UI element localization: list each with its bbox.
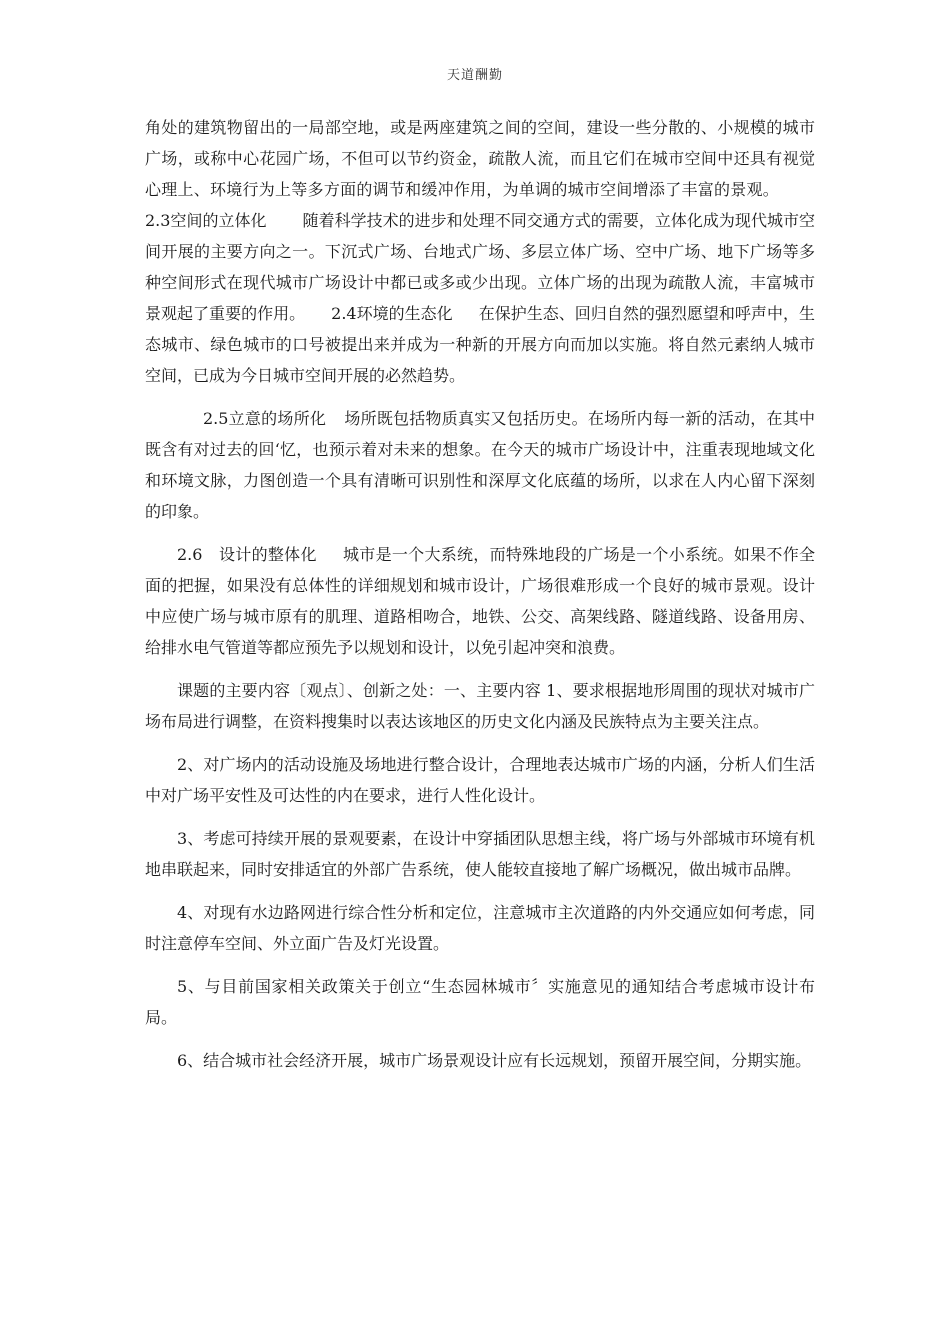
section-heading-2-4: 2.4环境的生态化 [331,304,453,323]
paragraph-text: 角处的建筑物留出的一局部空地，或是两座建筑之间的空间，建设一些分散的、小规模的城市广场，或称中心花园广场，不但可以节约资金，疏散人流，而且它们在城市空间中还具有视觉心理上、环境行为上等多方面的调节和缓冲作用，为单调的城市空间增添了丰富的景观。 [145,118,815,199]
paragraph-text: 随着科学技术的进步和处理不同交通方式的需要，立体化成为现代城市空间开展的主要方向之一。下沉式广场、台地式广场、多层立体广场、空中广场、地下广场等多种空间形式在现代城市广场设计中都已或多或少出现。立体广场的出现为疏散人流，丰富城市景观起了重要的作用。 [145,211,815,323]
paragraph-2-5 [145,403,815,527]
section-heading-2-3: 2.3空间的立体化 [145,211,267,230]
paragraph-item-4: 4、对现有水边路网进行综合性分析和定位，注意城市主次道路的内外交通应如何考虑，同时注意停车空间、外立面广告及灯光设置。 [145,903,815,953]
paragraph-item-5: 5、与目前国家相关政策关于创立“生态园林城市〞实施意见的通知结合考虑城市设计布局。 [145,977,815,1027]
paragraph-space-section [145,112,815,391]
paragraph-item-3: 3、考虑可持续开展的景观要素，在设计中穿插团队思想主线，将广场与外部城市环境有机地串联起来，同时安排适宜的外部广告系统，使人能较直接地了解广场概况，做出城市品牌。 [145,829,815,879]
section-heading-2-6: 2.6 设计的整体化 [177,545,317,564]
paragraph-main-content: 课题的主要内容〔观点〕、创新之处：一、主要内容 1、要求根据地形周围的现状对城市广场布局进行调整，在资料搜集时以表达该地区的历史文化内涵及民族特点为主要关注点。 [145,681,815,731]
paragraph-text: 场所既包括物质真实又包括历史。在场所内每一新的活动，在其中既含有对过去的回‘忆，也预示着对未来的想象。在今天的城市广场设计中，注重表现地域文化和环境文脉，力图创造一个具有清晰可识别性和深厚文化底蕴的场所，以求在人内心留下深刻的印象。 [145,409,815,521]
page-header: 天道酬勤 [446,68,503,83]
section-heading-2-5: 2.5立意的场所化 [203,409,327,428]
paragraph-item-2: 2、对广场内的活动设施及场地进行整合设计，合理地表达城市广场的内涵，分析人们生活中对广场平安性及可达性的内在要求，进行人性化设计。 [145,755,815,805]
paragraph-text: 在保护生态、回归自然的强烈愿望和呼声中，生态城市、绿色城市的口号被提出来并成为一种新的开展方向而加以实施。将自然元素纳人城市空间，已成为今日城市空间开展的必然趋势。 [145,304,815,385]
document-body [145,112,815,1076]
paragraph-2-6 [145,539,815,663]
paragraph-text: 城市是一个大系统，而特殊地段的广场是一个小系统。如果不作全面的把握，如果没有总体性的详细规划和城市设计，广场很难形成一个良好的城市景观。设计中应使广场与城市原有的肌理、道路相吻合，地铁、公交、高架线路、隧道线路、设备用房、给排水电气管道等都应预先予以规划和设计，以免引起冲突和浪费。 [145,545,815,657]
paragraph-item-6: 6、结合城市社会经济开展，城市广场景观设计应有长远规划，预留开展空间，分期实施。 [177,1051,812,1070]
